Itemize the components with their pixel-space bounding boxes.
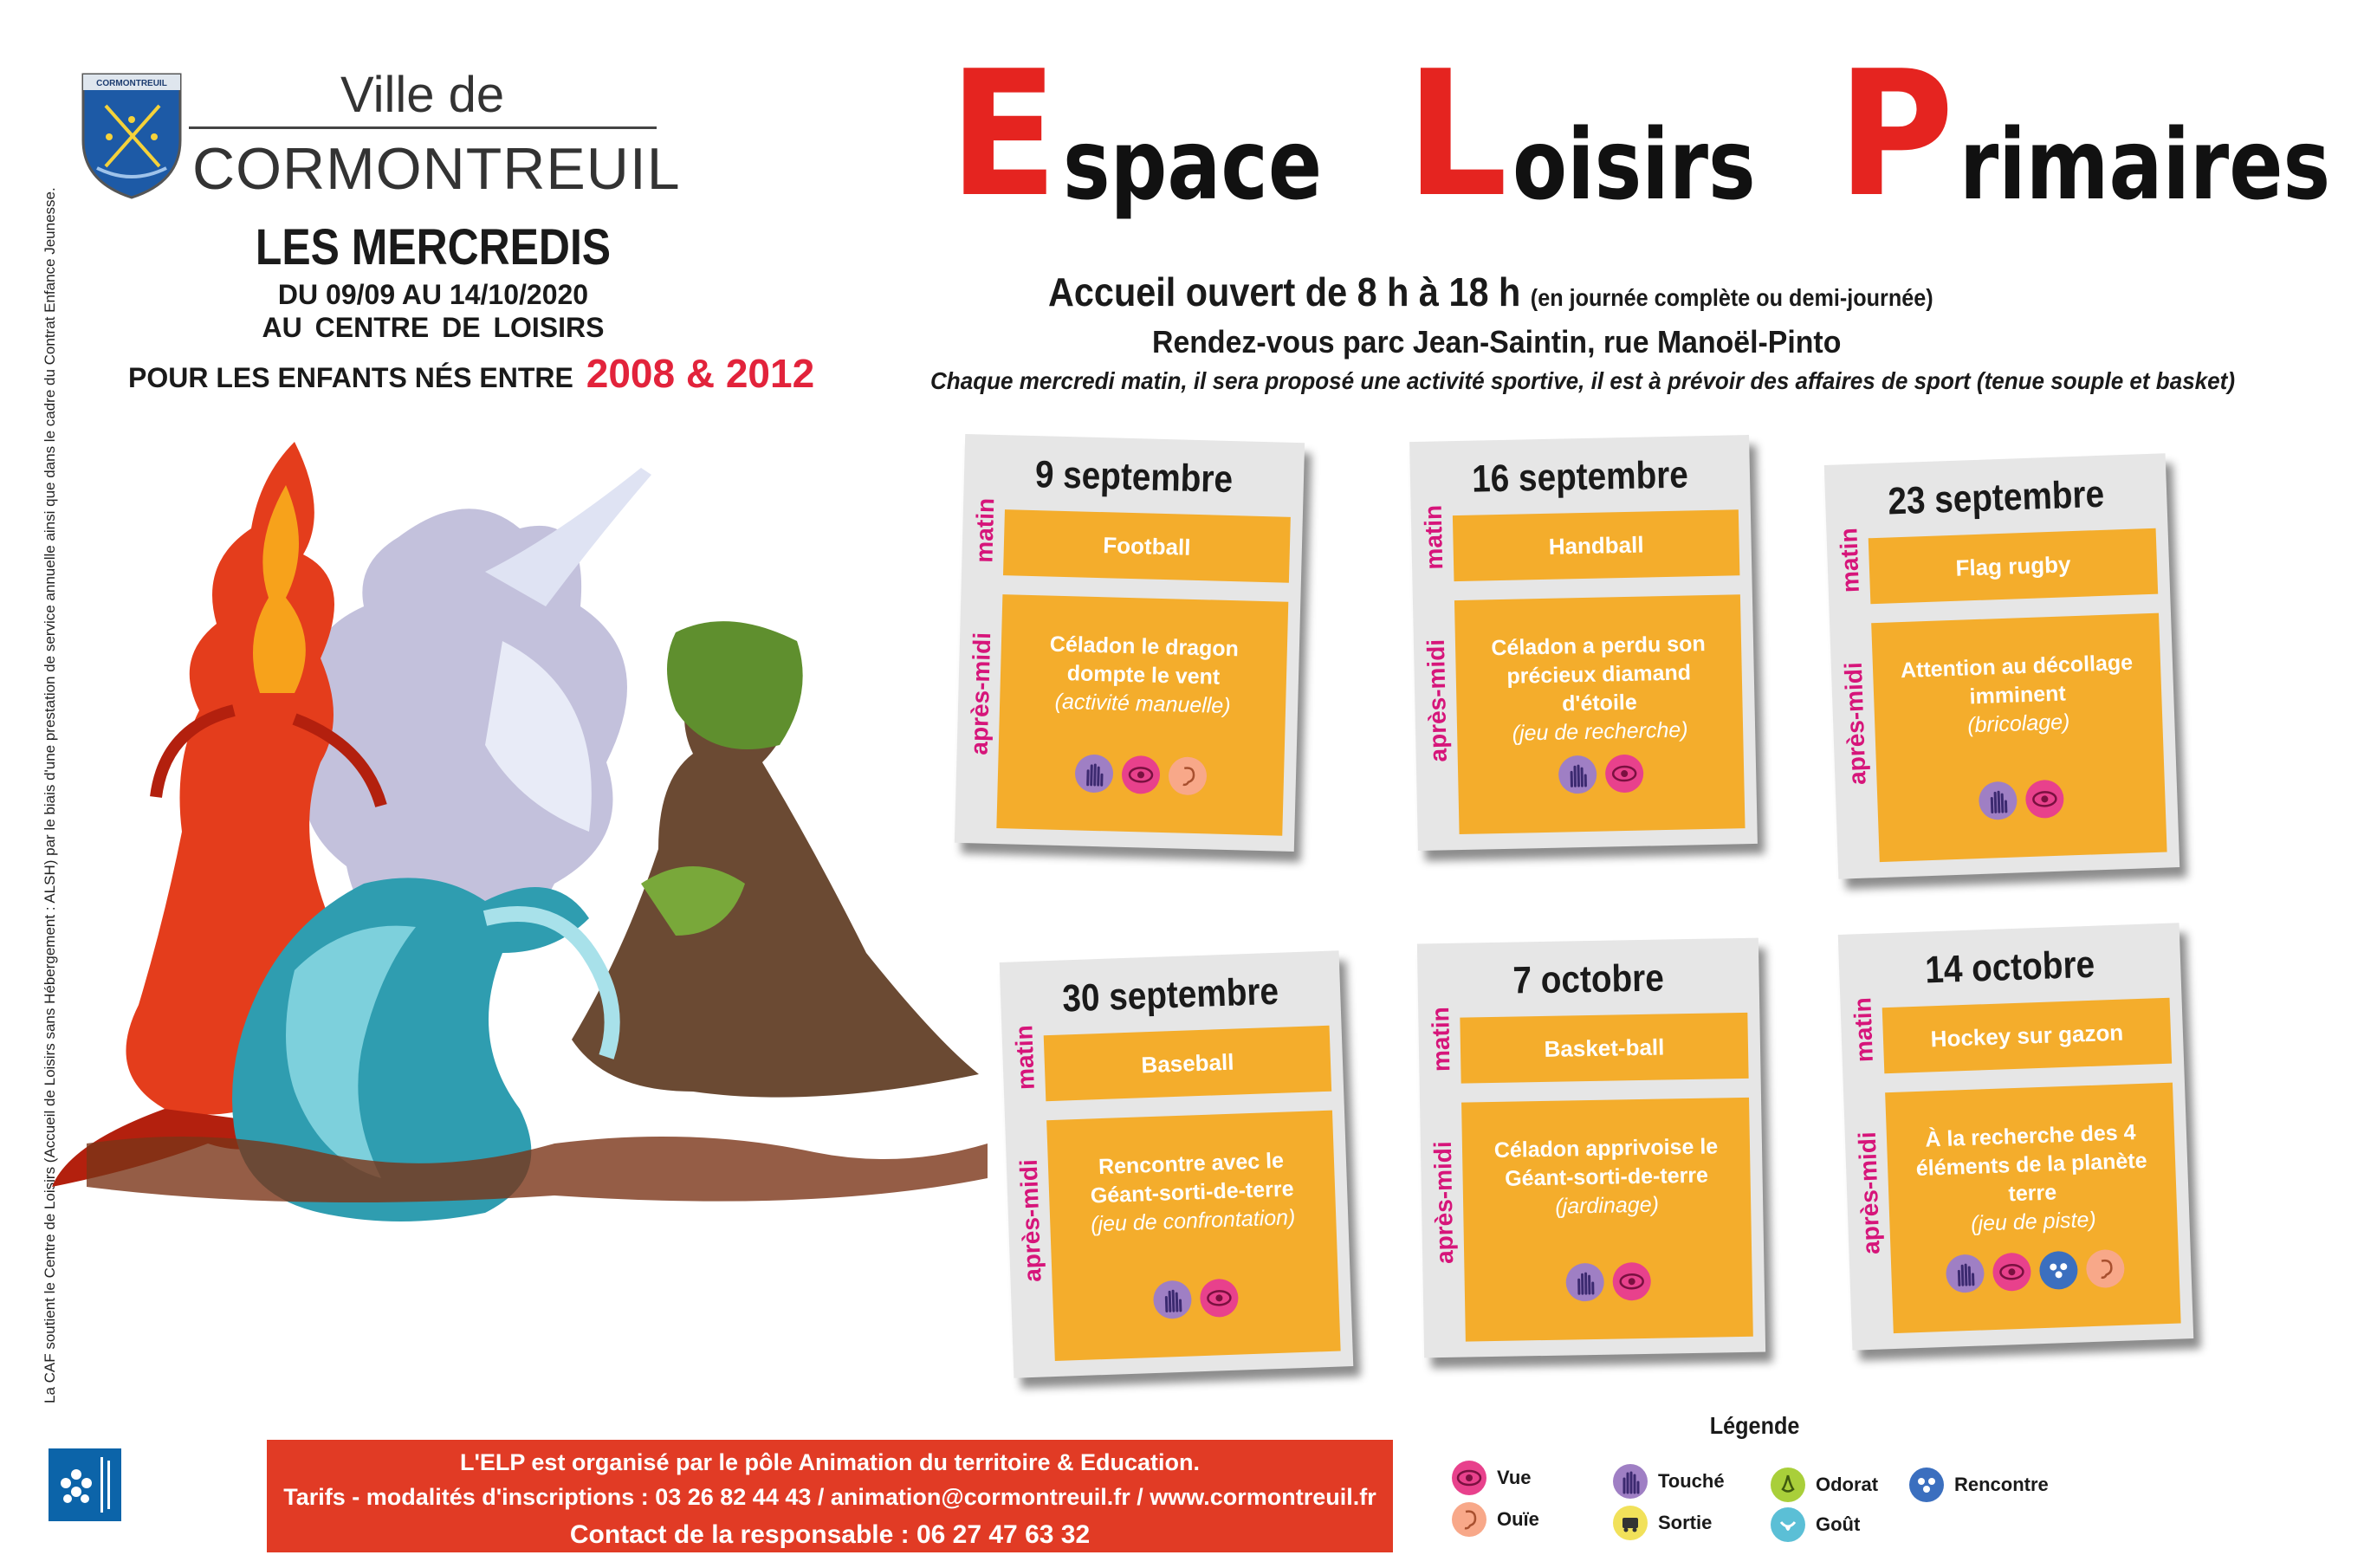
legend-item-touche (1613, 1464, 1725, 1499)
caf-logo (49, 1448, 121, 1521)
legend-item-rencontre (1909, 1468, 2049, 1502)
legend-item-gout (1771, 1507, 1860, 1542)
earth-spirit-figure (572, 621, 979, 1098)
afternoon-title: Céladon apprivoise le Géant-sorti-de-terre (1493, 1134, 1719, 1191)
morning-label: matin (1835, 527, 1864, 593)
title-word-oisirs: oisirs (1512, 109, 1756, 222)
ouie-icon (1168, 756, 1207, 795)
morning-label: matin (1849, 996, 1878, 1063)
morning-activity: Handball (1453, 509, 1740, 581)
afternoon-title: Céladon le dragon dompte le vent (1049, 632, 1240, 690)
afternoon-type: (jardinage) (1555, 1192, 1660, 1219)
morning-label: matin (1010, 1024, 1040, 1091)
afternoon-label: après-midi (1422, 638, 1452, 762)
legend-item-odorat (1771, 1468, 1878, 1502)
header-divider (189, 126, 657, 129)
afternoon-type: (activité manuelle) (1054, 689, 1231, 719)
vue-icon (1452, 1461, 1486, 1495)
legend-label: Odorat (1816, 1474, 1879, 1495)
meeting-point: Rendez-vous parc Jean-Saintin, rue Manoël-Pinto (1152, 324, 1842, 360)
opening-hours-text: Accueil ouvert de 8 h à 18 h (1048, 269, 1521, 314)
title-initial-p: P (1837, 34, 1955, 236)
activity-card (955, 434, 1305, 852)
cormontreuil-crest-logo (80, 71, 184, 199)
card-date: 23 septembre (1887, 472, 2105, 523)
touche-icon (1979, 781, 2018, 821)
sense-icons (1458, 752, 1745, 796)
sense-icons (1891, 1247, 2179, 1296)
afternoon-label: après-midi (1839, 661, 1871, 786)
morning-activity: Hockey sur gazon (1882, 998, 2172, 1074)
les-mercredis-heading: LES MERCREDIS (255, 219, 612, 275)
touche-icon (1074, 754, 1113, 793)
activity-card (1417, 938, 1765, 1358)
card-date: 9 septembre (1034, 453, 1234, 502)
touche-icon (1558, 755, 1597, 794)
footer-contact: Contact de la responsable : 06 27 47 63 32 (569, 1520, 1091, 1549)
svg-text:CORMONTREUIL: CORMONTREUIL (96, 79, 167, 88)
city-name: CORMONTREUIL (192, 136, 681, 202)
ouie-icon (1452, 1502, 1486, 1537)
age-range-line (128, 350, 815, 397)
title-word-space: space (1062, 109, 1322, 222)
vue-icon (1605, 755, 1644, 794)
footer-banner (267, 1440, 1393, 1552)
legend-title: Légende (1709, 1412, 1800, 1439)
morning-label: matin (1419, 504, 1448, 570)
afternoon-activity (1885, 1083, 2180, 1333)
morning-activity: Flag rugby (1869, 528, 2158, 605)
activity-card (1824, 453, 2179, 878)
morning-label: matin (1427, 1007, 1455, 1072)
afternoon-title: À la recherche des 4 éléments de la planète terre (1915, 1120, 2147, 1207)
afternoon-title: Céladon a perdu son précieux diamand d'étoile (1491, 632, 1706, 716)
afternoon-label: après-midi (965, 632, 996, 755)
legend-label: Vue (1497, 1467, 1532, 1488)
afternoon-type: (jeu de confrontation) (1090, 1205, 1296, 1237)
opening-hours-note: (en journée complète ou demi-journée) (1530, 284, 1933, 311)
touche-icon (1946, 1254, 1985, 1293)
card-date: 14 octobre (1924, 943, 2095, 992)
activity-card (1838, 923, 2194, 1350)
birth-years: 2008 & 2012 (586, 351, 815, 396)
location-line: AU CENTRE DE LOISIRS (262, 312, 605, 343)
activity-card (1409, 435, 1758, 851)
legend-label: Ouïe (1497, 1508, 1539, 1530)
sense-icons (1877, 776, 2166, 825)
touche-icon (1613, 1464, 1648, 1499)
vue-icon (1121, 755, 1160, 794)
afternoon-activity (1461, 1098, 1753, 1342)
title-word-rimaires: rimaires (1959, 109, 2331, 222)
afternoon-activity (1871, 613, 2167, 862)
touche-icon (1565, 1263, 1604, 1302)
afternoon-title: Rencontre avec le Géant-sorti-de-terre (1090, 1148, 1294, 1208)
afternoon-title: Attention au décollage imminent (1900, 650, 2134, 709)
vue-icon (2025, 780, 2065, 820)
legend-item-vue (1452, 1461, 1532, 1495)
sortie-icon (1613, 1506, 1648, 1540)
vue-icon (1612, 1262, 1651, 1301)
legend-item-sortie (1613, 1506, 1712, 1540)
card-date: 7 octobre (1512, 956, 1665, 1002)
title-initial-l: L (1406, 34, 1508, 236)
card-date: 16 septembre (1471, 453, 1689, 501)
afternoon-activity (996, 594, 1288, 836)
afternoon-activity (1454, 594, 1746, 834)
odorat-icon (1771, 1468, 1805, 1502)
afternoon-label: après-midi (1853, 1131, 1885, 1255)
morning-label: matin (970, 497, 1000, 563)
air-spirit-figure (304, 468, 651, 930)
morning-activity: Football (1003, 509, 1291, 583)
activity-card (1000, 950, 1354, 1377)
period-dates: DU 09/09 AU 14/10/2020 (277, 279, 589, 310)
sport-note: Chaque mercredi matin, il sera proposé une activité sportive, il est à prévoir des affaires de sport (tenue souple et basket) (930, 367, 2235, 394)
title-initial-e: E (949, 34, 1059, 236)
legend-label: Goût (1816, 1513, 1861, 1535)
age-range-prefix: POUR LES ENFANTS NÉS ENTRE (128, 362, 573, 393)
footer-organizer: L'ELP est organisé par le pôle Animation du territoire & Education. (459, 1449, 1201, 1475)
afternoon-type: (bricolage) (1966, 709, 2070, 738)
morning-activity: Baseball (1044, 1026, 1331, 1101)
afternoon-label: après-midi (1014, 1158, 1046, 1283)
vue-icon (1992, 1252, 2032, 1292)
touche-icon (1153, 1280, 1193, 1319)
sense-icons (1052, 1275, 1339, 1323)
ville-de-label: Ville de (340, 67, 505, 123)
afternoon-label: après-midi (1428, 1141, 1459, 1265)
page-title (944, 34, 2331, 236)
rencontre-icon (2039, 1251, 2079, 1291)
rencontre-icon (1909, 1468, 1944, 1502)
ouie-icon (2086, 1249, 2126, 1289)
gout-icon (1771, 1507, 1805, 1542)
legend-item-ouie (1452, 1502, 1539, 1537)
afternoon-type: (jeu de recherche) (1512, 717, 1688, 746)
afternoon-type: (jeu de piste) (1970, 1207, 2097, 1236)
four-elements-illustration (35, 433, 1022, 1299)
footer-pricing: Tarifs - modalités d'inscriptions : 03 26 82 44 43 / animation@cormontreuil.fr / www.cormontreuil.fr (283, 1484, 1376, 1510)
card-date: 30 septembre (1061, 969, 1279, 1020)
legend-label: Rencontre (1954, 1474, 2049, 1495)
afternoon-activity (1046, 1111, 1341, 1361)
sense-icons (997, 752, 1284, 798)
sense-icons (1464, 1260, 1752, 1304)
morning-activity: Basket-ball (1460, 1013, 1748, 1084)
legend-label: Touché (1658, 1470, 1725, 1492)
legend-label: Sortie (1658, 1512, 1713, 1533)
vue-icon (1200, 1279, 1240, 1319)
caf-side-note: La CAF soutient le Centre de Loisirs (Accueil de Loisirs sans Hébergement : ALSH) par le biais d'une prestation de service annuelle ainsi que dans le cadre du Contrat Enfance Jeunesse. (42, 187, 58, 1403)
opening-hours (1048, 269, 1933, 315)
